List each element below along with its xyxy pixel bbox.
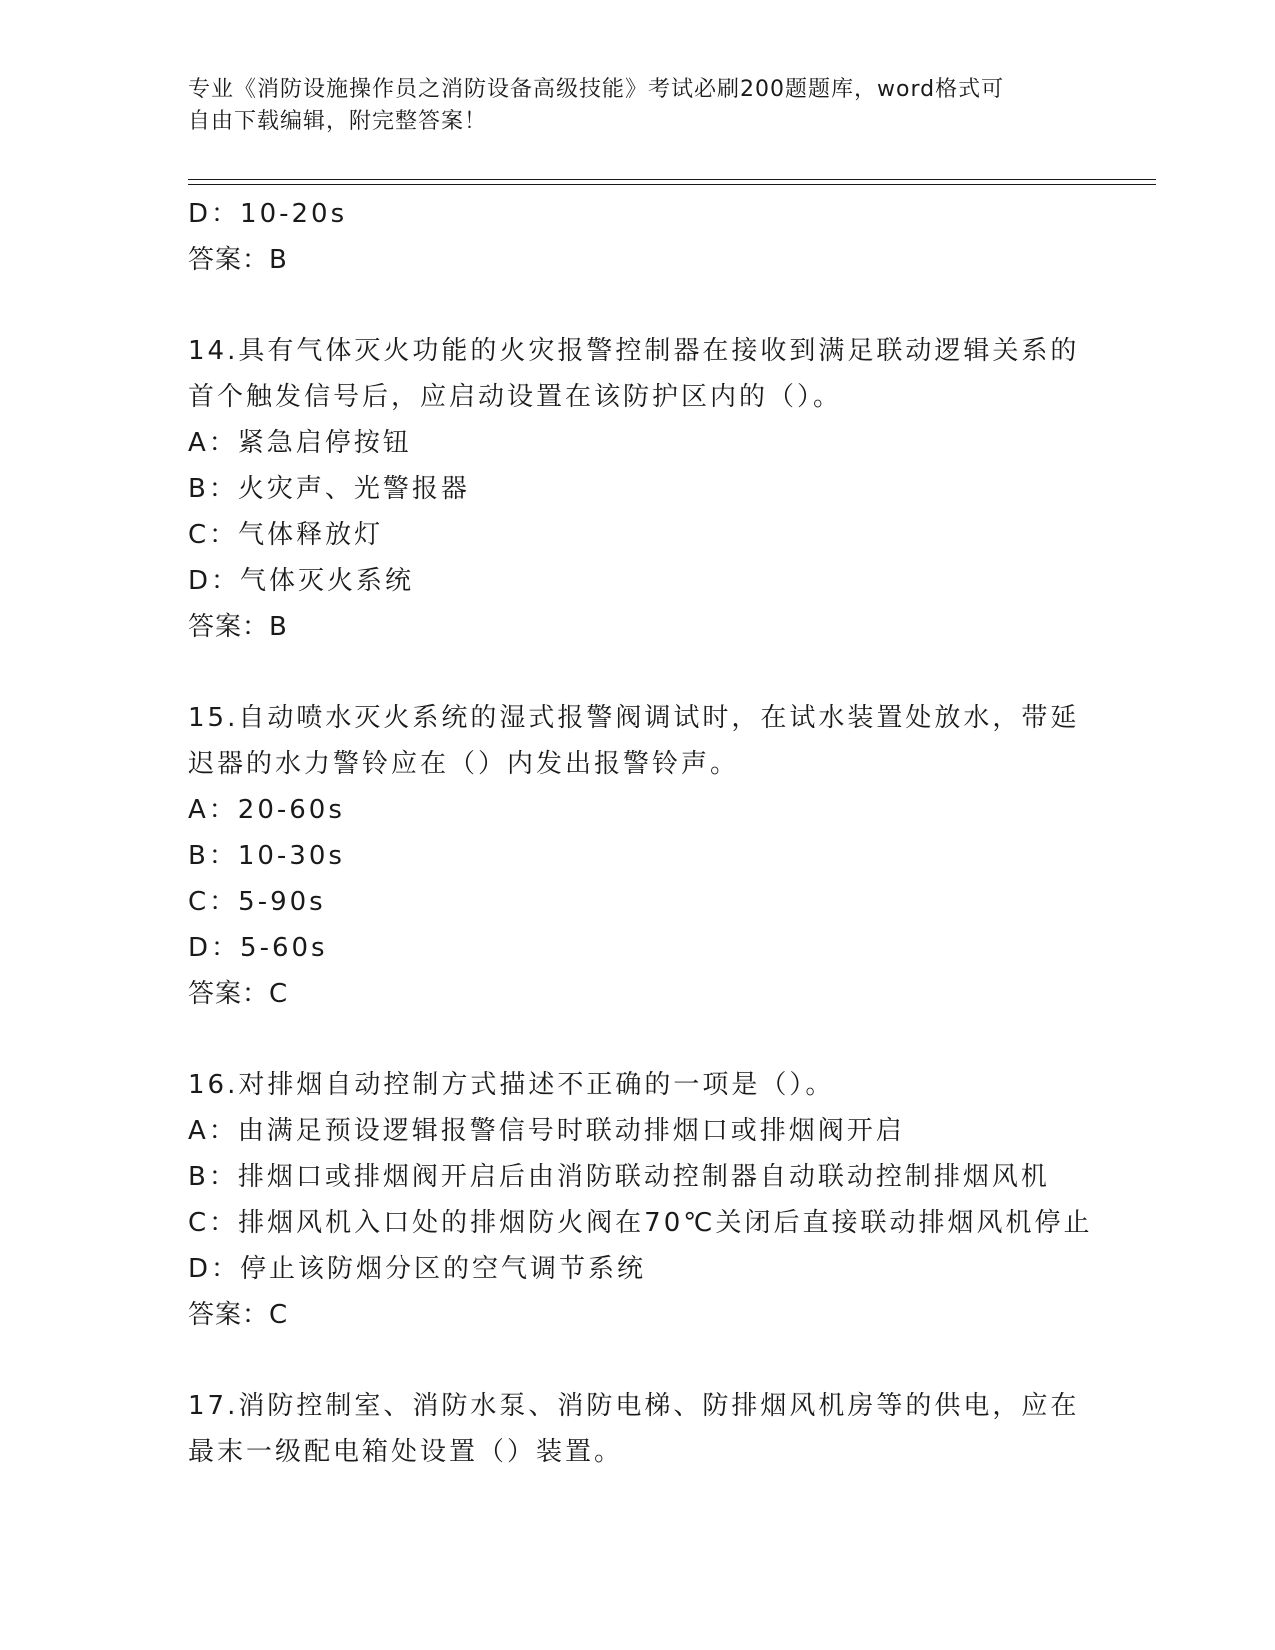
option-d: D：5-60s — [188, 933, 328, 963]
option-d: D：气体灭火系统 — [188, 566, 415, 596]
question-14 — [188, 328, 1088, 650]
option-a: A：由满足预设逻辑报警信号时联动排烟口或排烟阀开启 — [188, 1116, 905, 1146]
question-stem-line: 迟器的水力警铃应在（）内发出报警铃声。 — [188, 749, 740, 779]
question-stem-line: 15.自动喷水灭火系统的湿式报警阀调试时，在试水装置处放水，带延 — [188, 703, 1080, 733]
spacer — [188, 283, 1088, 328]
option-d: D：10-20s — [188, 199, 348, 229]
header-line-1: 专业《消防设施操作员之消防设备高级技能》考试必刷200题题库，word格式可 — [188, 77, 1005, 102]
question-17 — [188, 1383, 1088, 1475]
option-c: C：排烟风机入口处的排烟防火阀在70℃关闭后直接联动排烟风机停止 — [188, 1208, 1093, 1238]
option-b: B：排烟口或排烟阀开启后由消防联动控制器自动联动控制排烟风机 — [188, 1162, 1050, 1192]
question-stem-line: 16.对排烟自动控制方式描述不正确的一项是（）。 — [188, 1070, 835, 1100]
answer-line: 答案：C — [188, 979, 289, 1009]
document-header — [188, 74, 1088, 138]
option-a: A：紧急启停按钮 — [188, 428, 412, 458]
option-b: B：10-30s — [188, 841, 345, 871]
header-line-2: 自由下载编辑，附完整答案！ — [188, 109, 488, 134]
question-stem-line: 最末一级配电箱处设置（）装置。 — [188, 1437, 624, 1467]
option-c: C：5-90s — [188, 887, 326, 917]
spacer — [188, 650, 1088, 695]
option-b: B：火灾声、光警报器 — [188, 474, 470, 504]
spacer — [188, 1017, 1088, 1062]
option-d: D：停止该防烟分区的空气调节系统 — [188, 1254, 647, 1284]
option-c: C：气体释放灯 — [188, 520, 384, 550]
spacer — [188, 1338, 1088, 1383]
answer-line: 答案：C — [188, 1300, 289, 1330]
option-a: A：20-60s — [188, 795, 345, 825]
header-divider-bottom — [188, 184, 1156, 185]
question-stem-line: 17.消防控制室、消防水泵、消防电梯、防排烟风机房等的供电，应在 — [188, 1391, 1080, 1421]
header-divider-top — [188, 179, 1156, 180]
question-15 — [188, 695, 1088, 1017]
question-16 — [188, 1062, 1093, 1338]
answer-line: 答案：B — [188, 245, 288, 275]
question-list — [188, 191, 1093, 1475]
answer-line: 答案：B — [188, 612, 288, 642]
question-stem-line: 首个触发信号后，应启动设置在该防护区内的（）。 — [188, 382, 843, 412]
question-stem-line: 14.具有气体灭火功能的火灾报警控制器在接收到满足联动逻辑关系的 — [188, 336, 1080, 366]
